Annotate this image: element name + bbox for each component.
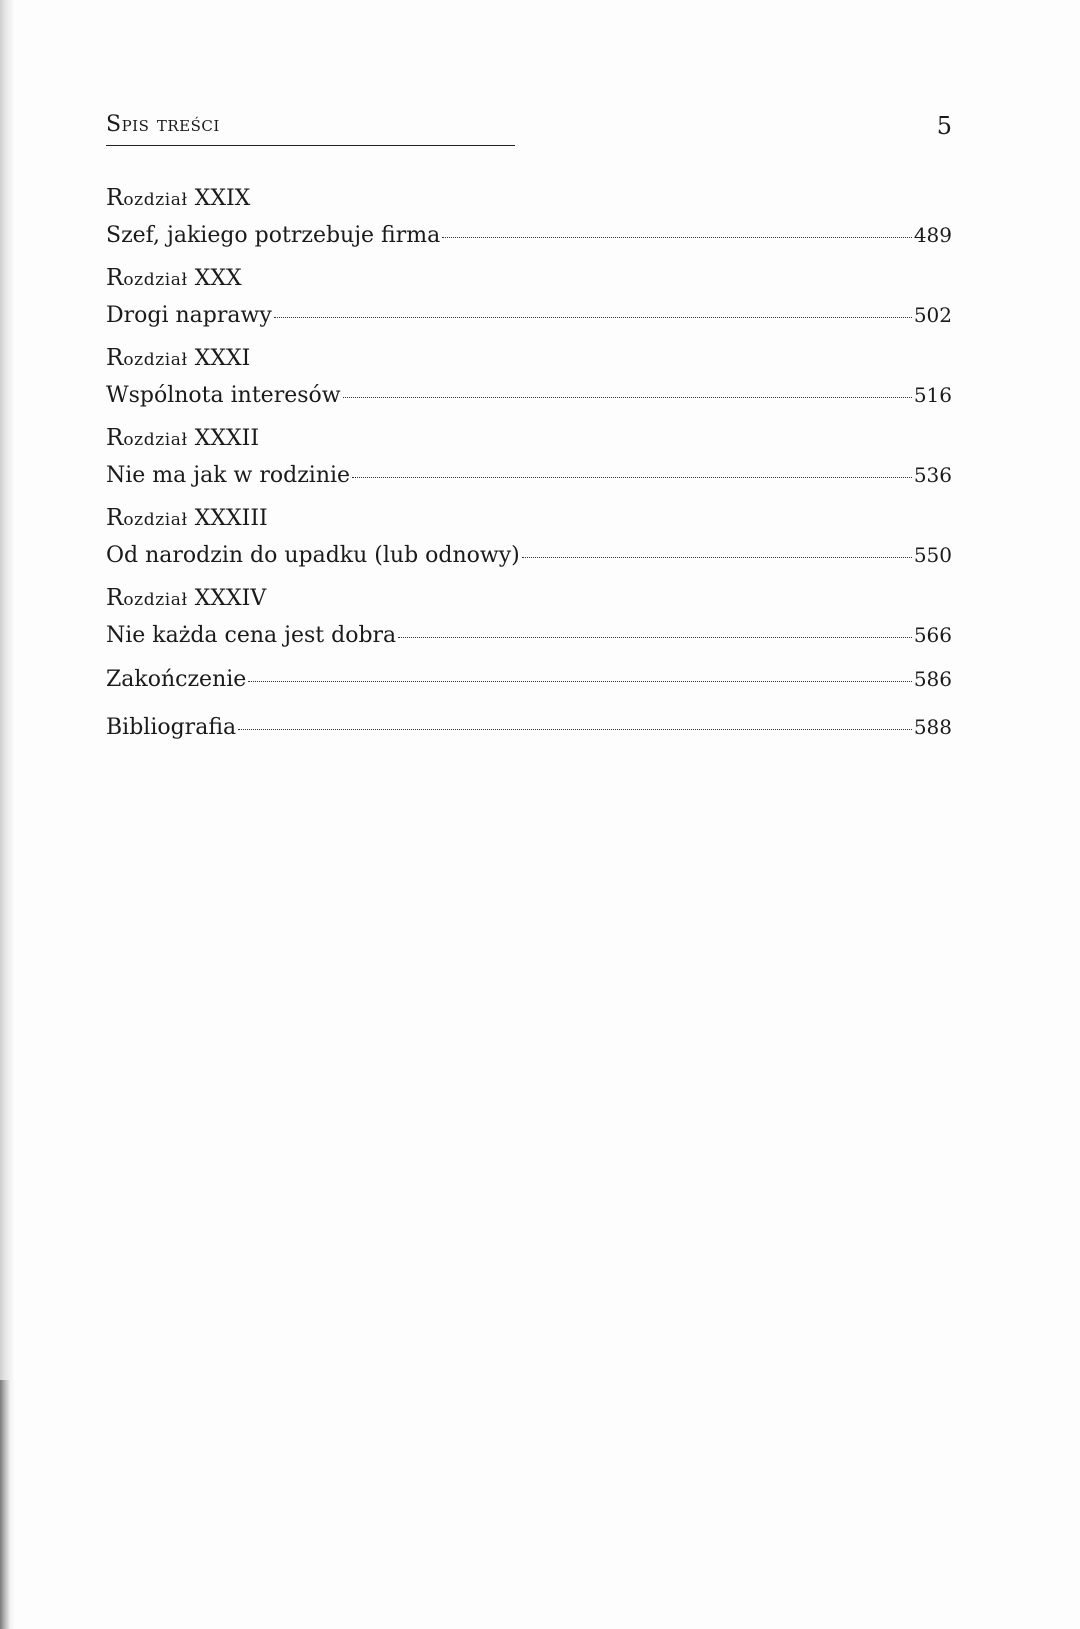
scan-edge-binding-shadow [0, 1380, 10, 1629]
chapter-title: Szef, jakiego potrzebuje firma [106, 223, 441, 248]
section-page: 588 [913, 715, 952, 739]
chapter-title: Wspólnota interesów [106, 383, 341, 408]
chapter-page: 502 [913, 303, 952, 327]
chapter-label: Rozdział XXX [106, 265, 242, 291]
chapter-page: 566 [913, 623, 952, 647]
chapter-label: Rozdział XXXIII [106, 505, 268, 531]
chapter-numeral: XXXIII [194, 506, 268, 531]
chapter-label: Rozdział XXXI [106, 345, 251, 371]
page-header [106, 108, 952, 148]
dot-leader [442, 237, 912, 238]
chapter-title: Nie każda cena jest dobra [106, 623, 397, 648]
dot-leader [274, 317, 912, 318]
toc-chapter-31 [106, 340, 952, 414]
toc-line[interactable] [106, 616, 952, 654]
chapter-label: Rozdział XXXII [106, 425, 260, 451]
toc-chapter-33 [106, 500, 952, 574]
toc-line[interactable] [106, 660, 952, 698]
dot-leader [238, 729, 912, 730]
chapter-label: Rozdział XXIX [106, 185, 251, 211]
toc-line[interactable] [106, 708, 952, 746]
chapter-title: Nie ma jak w rodzinie [106, 463, 351, 488]
chapter-numeral: XXIX [194, 186, 251, 211]
section-title: Bibliografia [106, 715, 237, 740]
toc-line[interactable] [106, 296, 952, 334]
chapter-title: Drogi naprawy [106, 303, 272, 328]
toc-line[interactable] [106, 216, 952, 254]
running-title: Spis treści [106, 112, 220, 137]
dot-leader [398, 637, 912, 638]
toc-chapter-30 [106, 260, 952, 334]
toc-bibliography [106, 708, 952, 746]
chapter-page: 489 [913, 223, 952, 247]
chapter-numeral: XXXI [194, 346, 251, 371]
chapter-numeral: XXXIV [194, 586, 267, 611]
toc-line[interactable] [106, 456, 952, 494]
chapter-label: Rozdział XXXIV [106, 585, 267, 611]
dot-leader [352, 477, 912, 478]
chapter-title: Od narodzin do upadku (lub odnowy) [106, 543, 520, 568]
chapter-numeral: XXXII [194, 426, 260, 451]
section-title: Zakończenie [106, 667, 247, 692]
toc-line[interactable] [106, 376, 952, 414]
chapter-numeral: XXX [194, 266, 242, 291]
section-page: 586 [913, 667, 952, 691]
dot-leader [522, 557, 912, 558]
dot-leader [248, 681, 912, 682]
toc-line[interactable] [106, 536, 952, 574]
chapter-page: 536 [913, 463, 952, 487]
toc-chapter-29 [106, 180, 952, 254]
chapter-page: 550 [913, 543, 952, 567]
toc-chapter-32 [106, 420, 952, 494]
toc-chapter-34 [106, 580, 952, 654]
dot-leader [343, 397, 912, 398]
chapter-page: 516 [913, 383, 952, 407]
table-of-contents [106, 180, 952, 756]
header-rule [106, 145, 515, 146]
page-number: 5 [936, 112, 952, 140]
toc-conclusion [106, 660, 952, 698]
